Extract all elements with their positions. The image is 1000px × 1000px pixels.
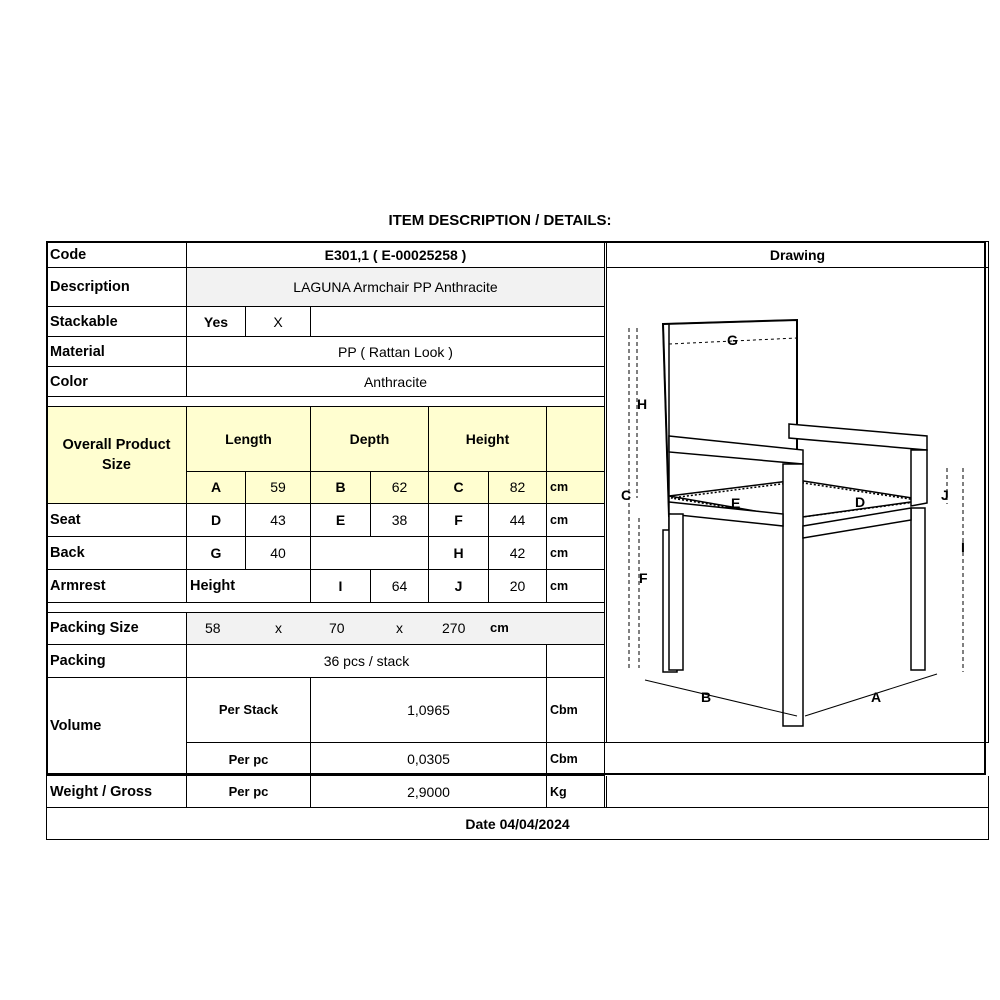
- size-b-key: B: [311, 471, 371, 503]
- size-b-value: 62: [371, 471, 429, 503]
- back-unit: cm: [547, 536, 605, 569]
- code-label: Code: [47, 242, 187, 268]
- drawing-label-j: J: [941, 487, 949, 503]
- weight-unit: Kg: [547, 776, 605, 808]
- material-label: Material: [47, 337, 187, 367]
- depth-header: Depth: [311, 407, 429, 472]
- drawing-label-c: C: [621, 487, 632, 503]
- volume-pc-value: 0,0305: [311, 743, 547, 776]
- length-header: Length: [187, 407, 311, 472]
- back-label: Back: [47, 536, 187, 569]
- size-unit: cm: [547, 471, 605, 503]
- volume-stack-value: 1,0965: [311, 677, 547, 743]
- sheet-frame: [46, 241, 986, 775]
- packing-label: Packing: [47, 644, 187, 677]
- armrest-i-key: I: [311, 569, 371, 602]
- size-c-key: C: [429, 471, 489, 503]
- date-footer: Date 04/04/2024: [47, 808, 989, 840]
- drawing-label-g: G: [727, 332, 738, 348]
- packing-size-w: 70: [329, 619, 345, 636]
- drawing-label-e: E: [731, 495, 741, 511]
- seat-e-key: E: [311, 503, 371, 536]
- stackable-yes: Yes: [187, 307, 246, 337]
- seat-f-key: F: [429, 503, 489, 536]
- drawing-label-h: H: [637, 396, 648, 412]
- volume-per-stack: Per Stack: [187, 677, 311, 743]
- armrest-j-key: J: [429, 569, 489, 602]
- volume-pc-unit: Cbm: [547, 743, 605, 776]
- size-a-value: 59: [246, 471, 311, 503]
- stackable-label: Stackable: [47, 307, 187, 337]
- drawing-header: Drawing: [607, 242, 989, 268]
- seat-label: Seat: [47, 503, 187, 536]
- armrest-unit: cm: [547, 569, 605, 602]
- packing-size-unit: cm: [490, 619, 509, 635]
- material-value: PP ( Rattan Look ): [187, 337, 605, 367]
- height-header: Height: [429, 407, 547, 472]
- seat-d-key: D: [187, 503, 246, 536]
- drawing-label-a: A: [871, 689, 882, 705]
- color-value: Anthracite: [187, 367, 605, 397]
- seat-d-value: 43: [246, 503, 311, 536]
- packing-size-l: 58: [205, 619, 221, 636]
- size-c-value: 82: [489, 471, 547, 503]
- armrest-label: Armrest: [47, 569, 187, 602]
- drawing-label-i: I: [961, 539, 965, 555]
- seat-e-value: 38: [371, 503, 429, 536]
- back-g-key: G: [187, 536, 246, 569]
- packing-size-x1: x: [275, 619, 282, 636]
- description-value: LAGUNA Armchair PP Anthracite: [187, 268, 605, 307]
- armrest-j-value: 20: [489, 569, 547, 602]
- stackable-mark: X: [246, 307, 311, 337]
- size-a-key: A: [187, 471, 246, 503]
- packing-size-x2: x: [396, 619, 403, 636]
- volume-per-pc: Per pc: [187, 743, 311, 776]
- back-g-value: 40: [246, 536, 311, 569]
- packing-value: 36 pcs / stack: [187, 644, 547, 677]
- drawing-label-f: F: [639, 570, 648, 586]
- packing-size-h: 270: [442, 619, 466, 636]
- armrest-i-value: 64: [371, 569, 429, 602]
- color-label: Color: [47, 367, 187, 397]
- packing-size-label: Packing Size: [47, 612, 187, 644]
- seat-unit: cm: [547, 503, 605, 536]
- weight-label: Weight / Gross: [47, 776, 187, 808]
- volume-stack-unit: Cbm: [547, 677, 605, 743]
- volume-label: Volume: [47, 677, 187, 776]
- back-h-value: 42: [489, 536, 547, 569]
- weight-per-pc: Per pc: [187, 776, 311, 808]
- code-value: E301,1 ( E-00025258 ): [187, 242, 605, 268]
- drawing-label-d: D: [855, 494, 866, 510]
- armrest-height-label: Height: [187, 569, 311, 602]
- overall-size-label: Overall Product Size: [47, 407, 187, 504]
- sheet-title: ITEM DESCRIPTION / DETAILS:: [388, 212, 612, 229]
- description-label: Description: [47, 268, 187, 307]
- seat-f-value: 44: [489, 503, 547, 536]
- drawing-label-b: B: [701, 689, 712, 705]
- weight-value: 2,9000: [311, 776, 547, 808]
- back-h-key: H: [429, 536, 489, 569]
